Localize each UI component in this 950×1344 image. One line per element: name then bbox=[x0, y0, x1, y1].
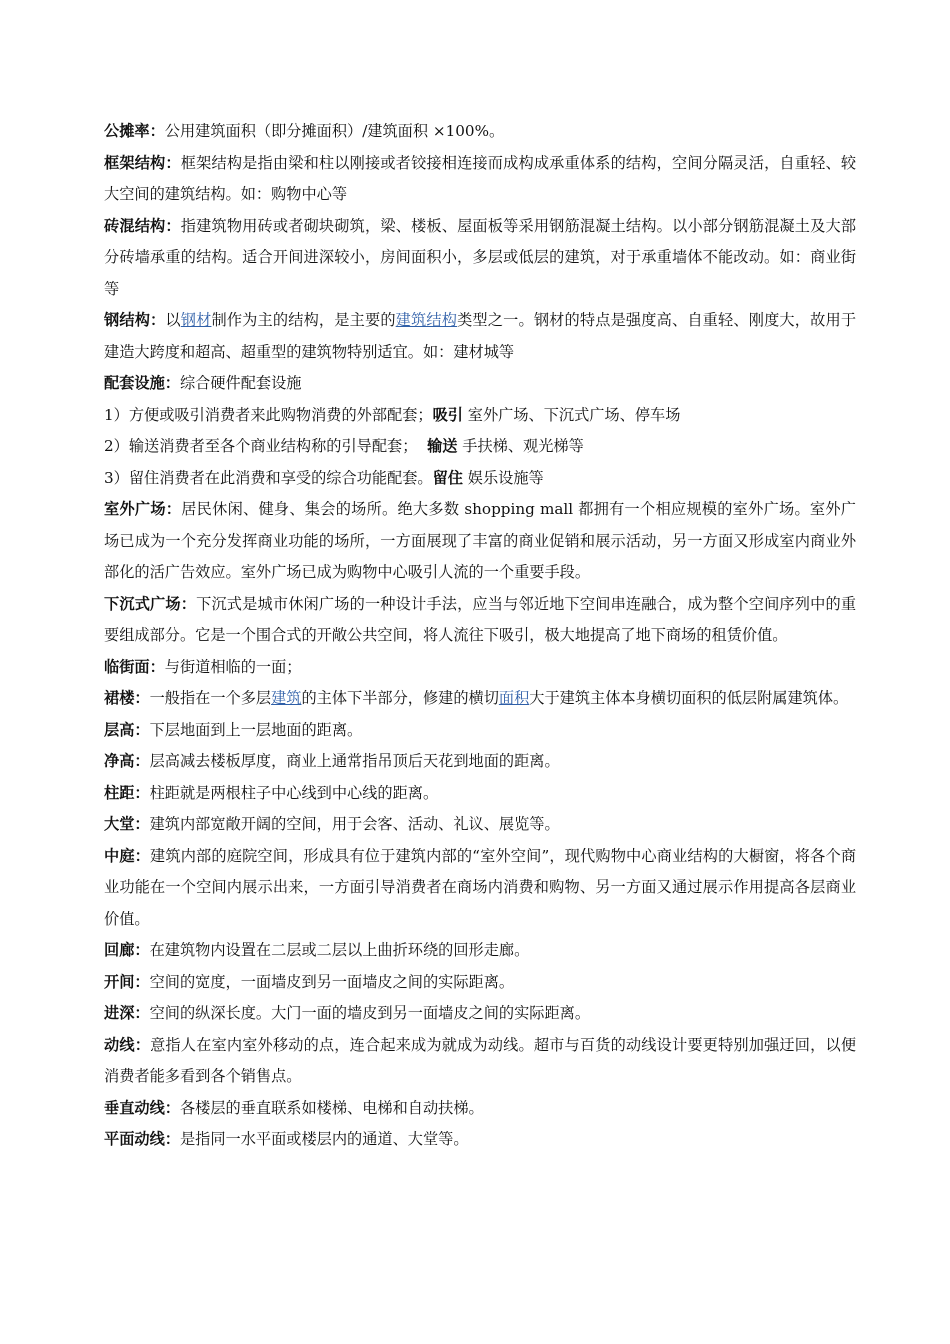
term: 钢结构： bbox=[104, 311, 166, 329]
list-item-2 bbox=[104, 431, 856, 463]
entry-shiwai-guangchang bbox=[104, 494, 856, 589]
list-text: 室外广场、下沉式广场、停车场 bbox=[462, 405, 681, 424]
term: 层高： bbox=[104, 720, 150, 739]
list-item-3 bbox=[104, 463, 856, 495]
list-keyword: 输送 bbox=[427, 437, 458, 455]
list-text: 娱乐设施等 bbox=[462, 468, 544, 487]
entry-kaijian bbox=[104, 967, 856, 999]
entry-kuangjia-jiegou bbox=[104, 148, 856, 211]
link-mianji[interactable]: 面积 bbox=[498, 689, 530, 707]
term: 回廊： bbox=[104, 941, 150, 959]
entry-xiachenshi-guangchang bbox=[104, 589, 856, 652]
term: 大堂： bbox=[104, 815, 150, 833]
term: 中庭： bbox=[104, 846, 151, 865]
definition-part: 类型之一。钢材的特点是强度高、自重轻、刚度大，故用于建造大跨度和超高、超重型的建筑物特别适宜。如：建材城等 bbox=[104, 311, 857, 361]
definition: 框架结构是指由梁和柱以刚接或者铰接相连接而成构成承重体系的结构，空间分隔灵活，自重轻、较大空间的建筑结构。如：购物中心等 bbox=[104, 153, 857, 203]
list-keyword: 留住 bbox=[432, 468, 463, 487]
entry-zhuanhun-jiegou bbox=[104, 211, 856, 306]
definition: 建筑内部的庭院空间，形成具有位于建筑内部的“室外空间”，现代购物中心商业结构的大橱窗，将各个商业功能在一个空间内展示出来，一方面引导消费者在商场内消费和购物、另一方面又通过展示作用提高各层商业价值。 bbox=[104, 846, 857, 928]
entry-peitao-sheshi bbox=[104, 368, 856, 400]
entry-datang bbox=[104, 809, 856, 841]
list-text: 1）方便或吸引消费者来此购物消费的外部配套； bbox=[104, 405, 433, 424]
link-jianzhu-jiegou[interactable]: 建筑结构 bbox=[395, 311, 458, 329]
definition: 居民休闲、健身、集会的场所。绝大多数 shopping mall 都拥有一个相应规模的室外广场。室外广场已成为一个充分发挥商业功能的场所，一方面展现了丰富的商业促销和展示活动，另一方面又形成室内商业外部化的活广告效应。室外广场已成为购物中心吸引人流的一个重要手段。 bbox=[104, 500, 856, 581]
term: 垂直动线： bbox=[104, 1098, 180, 1117]
definition: 是指同一水平面或楼层内的通道、大堂等。 bbox=[179, 1130, 469, 1148]
term: 室外广场： bbox=[104, 500, 182, 518]
definition: 空间的宽度，一面墙皮到另一面墙皮之间的实际距离。 bbox=[149, 972, 515, 991]
term: 动线： bbox=[104, 1035, 151, 1054]
definition-part: 的主体下半部分，修建的横切 bbox=[301, 689, 499, 707]
entry-qunlou bbox=[104, 683, 856, 715]
term: 裙楼： bbox=[104, 689, 150, 707]
definition: 层高减去楼板厚度，商业上通常指吊顶后天花到地面的距离。 bbox=[149, 752, 560, 770]
definition-part: 以 bbox=[165, 311, 181, 329]
definition: 公用建筑面积（即分摊面积）/建筑面积 ×100%。 bbox=[164, 122, 505, 140]
term: 开间： bbox=[104, 972, 150, 991]
definition: 各楼层的垂直联系如楼梯、电梯和自动扶梯。 bbox=[179, 1098, 484, 1117]
link-jianzhu[interactable]: 建筑 bbox=[271, 689, 302, 707]
definition: 柱距就是两根柱子中心线到中心线的距离。 bbox=[149, 783, 439, 802]
term: 公摊率： bbox=[104, 122, 165, 140]
list-text: 2）输送消费者至各个商业结构称的引导配套； bbox=[104, 437, 428, 455]
definition: 建筑内部宽敞开阔的空间，用于会客、活动、礼议、展览等。 bbox=[149, 815, 560, 833]
term: 平面动线： bbox=[104, 1130, 180, 1148]
term: 下沉式广场： bbox=[104, 594, 197, 613]
term: 进深： bbox=[104, 1004, 150, 1022]
list-text: 手扶梯、观光梯等 bbox=[457, 437, 584, 455]
list-keyword: 吸引 bbox=[432, 405, 463, 424]
entry-jinshen bbox=[104, 998, 856, 1030]
definition: 综合硬件配套设施 bbox=[179, 374, 302, 392]
entry-jinggao bbox=[104, 746, 856, 778]
entry-zhuju bbox=[104, 778, 856, 810]
definition: 下层地面到上一层地面的距离。 bbox=[149, 720, 363, 739]
entry-gang-jiegou bbox=[104, 305, 856, 368]
term: 砖混结构： bbox=[104, 216, 181, 235]
entry-pingmian-dongxian bbox=[104, 1124, 856, 1156]
entry-huilang bbox=[104, 935, 856, 967]
definition-part: 一般指在一个多层 bbox=[149, 689, 272, 707]
definition: 在建筑物内设置在二层或二层以上曲折环绕的回形走廊。 bbox=[149, 941, 530, 959]
entry-dongxian bbox=[104, 1030, 856, 1093]
definition: 空间的纵深长度。大门一面的墙皮到另一面墙皮之间的实际距离。 bbox=[149, 1004, 590, 1022]
document-page bbox=[104, 116, 856, 1156]
link-gangcai[interactable]: 钢材 bbox=[180, 311, 212, 329]
definition: 指建筑物用砖或者砌块砌筑，梁、楼板、屋面板等采用钢筋混凝土结构。以小部分钢筋混凝土及大部分砖墙承重的结构。适合开间进深较小，房间面积小，多层或低层的建筑，对于承重墙体不能改动。如：商业街等 bbox=[104, 216, 857, 298]
term: 柱距： bbox=[104, 783, 150, 802]
term: 框架结构： bbox=[104, 153, 181, 172]
definition-part: 大于建筑主体本身横切面积的低层附属建筑体。 bbox=[529, 689, 849, 707]
term: 净高： bbox=[104, 752, 150, 770]
list-text: 3）留住消费者在此消费和享受的综合功能配套。 bbox=[104, 468, 433, 487]
entry-chuizhi-dongxian bbox=[104, 1093, 856, 1125]
term: 配套设施： bbox=[104, 374, 180, 392]
definition: 意指人在室内室外移动的点，连合起来成为就成为动线。超市与百货的动线设计要更特别加强迂回，以便消费者能多看到各个销售点。 bbox=[104, 1035, 857, 1085]
list-item-1 bbox=[104, 400, 856, 432]
entry-linjiemian bbox=[104, 652, 856, 684]
entry-gongtanlv bbox=[104, 116, 856, 148]
entry-zhongting bbox=[104, 841, 856, 936]
definition-part: 制作为主的结构，是主要的 bbox=[211, 311, 396, 329]
entry-cenggao bbox=[104, 715, 856, 747]
definition: 与街道相临的一面； bbox=[164, 657, 302, 676]
term: 临街面： bbox=[104, 657, 165, 676]
definition: 下沉式是城市休闲广场的一种设计手法，应当与邻近地下空间串连融合，成为整个空间序列中的重要组成部分。它是一个围合式的开敞公共空间，将人流往下吸引，极大地提高了地下商场的租赁价值。 bbox=[104, 594, 857, 644]
